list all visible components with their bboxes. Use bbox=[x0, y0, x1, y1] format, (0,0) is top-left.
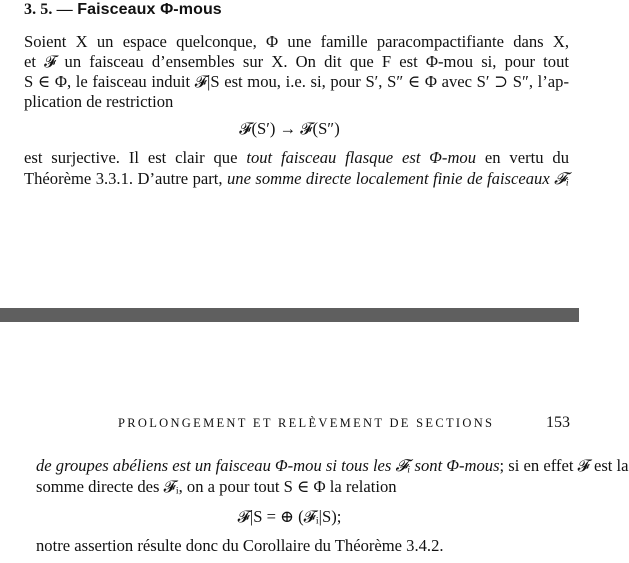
paragraph-line-6 bbox=[24, 171, 569, 188]
paragraph-line-4: plication de restriction bbox=[24, 92, 174, 111]
line5-emphasis: tout faisceau flasque est Φ-mou bbox=[246, 148, 477, 167]
paragraph-line-3: S ∈ Φ, le faisceau induit 𝓕|S est mou, i.e. si, pour S′, S″ ∈ Φ avec S′ ⊃ S″, l’ap- bbox=[24, 72, 569, 91]
direct-sum-formula: 𝓕|S = ⊕ (𝓕ᵢ|S); bbox=[237, 507, 342, 526]
line6-emphasis: une somme directe localement finie de faisceaux 𝓕ᵢ bbox=[226, 169, 570, 188]
section-heading bbox=[24, 1, 222, 19]
lower-line1-end: ; si en effet 𝓕 est la bbox=[499, 456, 629, 475]
section-number: 3. 5. — bbox=[24, 1, 73, 18]
lower-paragraph-line-3: notre assertion résulte donc du Corollaire du Théorème 3.4.2. bbox=[36, 536, 444, 555]
lower-paragraph-line-1 bbox=[36, 456, 629, 475]
running-head: PROLONGEMENT ET RELÈVEMENT DE SECTIONS bbox=[118, 416, 495, 430]
paragraph-line-5 bbox=[24, 150, 569, 167]
lower-line1-emphasis: de groupes abéliens est un faisceau Φ-mou si tous les 𝓕ᵢ sont Φ-mous bbox=[36, 456, 500, 475]
line5-end: en vertu du bbox=[476, 148, 569, 167]
section-title: Faisceaux Φ-mous bbox=[77, 1, 222, 18]
paragraph-line-2: et 𝓕 un faisceau d’ensembles sur X. On dit que F est Φ-mou si, pour tout bbox=[24, 52, 569, 71]
page-separator-band bbox=[0, 308, 579, 322]
line5-start: est surjective. Il est clair que bbox=[24, 148, 247, 167]
line6-start: Théorème 3.3.1. D’autre part, bbox=[24, 169, 227, 188]
lower-page-fragment bbox=[0, 322, 629, 563]
restriction-formula: 𝓕(S′) → 𝓕(S″) bbox=[239, 119, 340, 138]
page-number: 153 bbox=[546, 414, 570, 431]
lower-paragraph-line-2: somme directe des 𝓕ᵢ, on a pour tout S ∈ Φ la relation bbox=[36, 477, 397, 496]
paragraph-line-1: Soient X un espace quelconque, Φ une famille paracompactifiante dans X, bbox=[24, 32, 569, 51]
